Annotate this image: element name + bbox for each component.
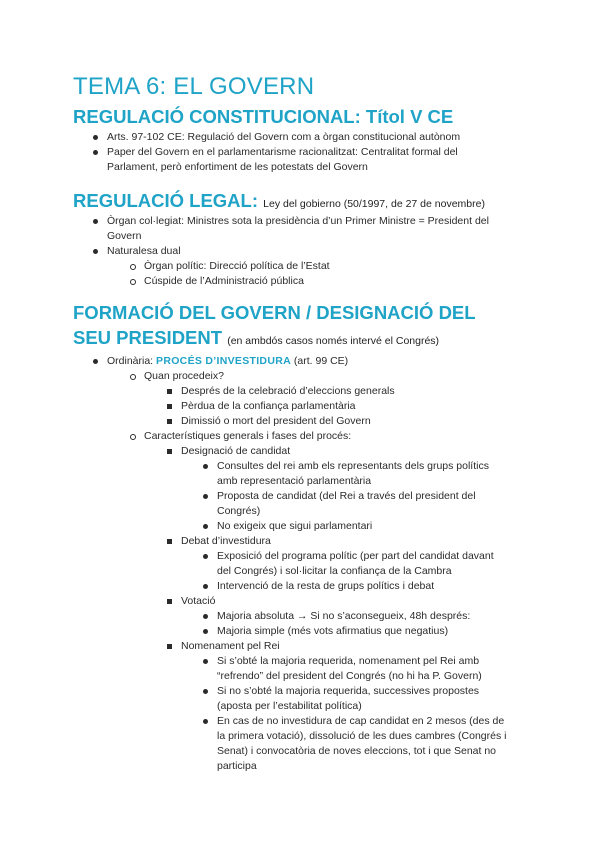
list-item-continuation: Parlament, però enfortiment de les potestats del Govern xyxy=(107,161,368,173)
list-item-continuation: amb representació parlamentària xyxy=(217,475,372,487)
bullet-dot-icon xyxy=(203,464,208,469)
section-heading-formation: FORMACIÓ DEL GOVERN / DESIGNACIÓ DEL xyxy=(73,302,476,323)
list-item: Si s’obté la majoria requerida, nomenament pel Rei amb xyxy=(217,655,480,667)
list-item: Arts. 97-102 CE: Regulació del Govern com a òrgan constitucional autònom xyxy=(107,131,461,143)
section-heading-formation-line2 xyxy=(73,327,439,349)
bullet-dot-icon xyxy=(93,150,98,155)
bullet-square-icon xyxy=(167,419,172,424)
bullet-dot-icon xyxy=(93,219,98,224)
list-item: Òrgan polític: Direcció política de l’Estat xyxy=(144,260,330,272)
bullet-circle-icon xyxy=(130,374,136,380)
list-item: Característiques generals i fases del procés: xyxy=(144,430,352,442)
list-item: Cúspide de l’Administració pública xyxy=(144,275,304,287)
bullet-dot-icon xyxy=(203,719,208,724)
bullet-square-icon xyxy=(167,599,172,604)
section-heading-text: REGULACIÓ LEGAL: xyxy=(73,190,258,211)
section-heading-text: SEU PRESIDENT xyxy=(73,327,223,348)
bullet-dot-icon xyxy=(93,135,98,140)
bullet-dot-icon xyxy=(93,249,98,254)
section-heading-note: Ley del gobierno (50/1997, de 27 de novembre) xyxy=(263,198,485,210)
list-item: Pèrdua de la confiança parlamentària xyxy=(181,400,356,412)
list-item: En cas de no investidura de cap candidat en 2 mesos (des de xyxy=(217,715,505,727)
list-item: Quan procedeix? xyxy=(144,370,224,382)
list-item: Paper del Govern en el parlamentarisme racionalitzat: Centralitat formal del xyxy=(107,146,458,158)
bullet-dot-icon xyxy=(203,584,208,589)
list-item: Naturalesa dual xyxy=(107,245,181,257)
section-heading-constitutional: REGULACIÓ CONSTITUCIONAL: Títol V CE xyxy=(73,106,454,127)
section-heading-legal xyxy=(73,190,485,212)
list-item: Proposta de candidat (del Rei a través del president del xyxy=(217,490,476,502)
page-title: TEMA 6: EL GOVERN xyxy=(73,73,315,100)
list-item-continuation: Congrés) xyxy=(217,505,261,517)
bullet-square-icon xyxy=(167,644,172,649)
bullet-dot-icon xyxy=(203,659,208,664)
list-item: Designació de candidat xyxy=(181,445,291,457)
list-item-continuation: la primera votació), dissolució de les dues cambres (Congrés i xyxy=(217,730,507,742)
list-item: No exigeix que sigui parlamentari xyxy=(217,520,373,532)
investidura-highlight: PROCÉS D’INVESTIDURA xyxy=(156,355,291,367)
list-item: Votació xyxy=(181,595,216,607)
bullet-dot-icon xyxy=(203,554,208,559)
bullet-dot-icon xyxy=(93,359,98,364)
list-item: Consultes del rei amb els representants dels grups polítics xyxy=(217,460,489,472)
ordinaria-label: Ordinària: xyxy=(107,355,154,367)
bullet-circle-icon xyxy=(130,264,136,270)
list-item-continuation: participa xyxy=(217,760,257,772)
list-item: Nomenament pel Rei xyxy=(181,640,280,652)
list-item: Majoria simple (més vots afirmatius que negatius) xyxy=(217,625,449,637)
list-item-continuation: “refrendo” del president del Congrés (no hi ha P. Govern) xyxy=(217,670,482,682)
bullet-square-icon xyxy=(167,389,172,394)
list-item: Òrgan col·legiat: Ministres sota la presidència d’un Primer Ministre = President del xyxy=(107,215,489,227)
list-item-continuation: Govern xyxy=(107,230,142,242)
list-item: Dimissió o mort del president del Govern xyxy=(181,415,371,427)
list-item-continuation: Senat) i convocatòria de noves eleccions, tot i que Senat no xyxy=(217,745,497,757)
list-item: Exposició del programa polític (per part del candidat davant xyxy=(217,550,494,562)
bullet-circle-icon xyxy=(130,434,136,440)
bullet-dot-icon xyxy=(203,689,208,694)
list-item: Debat d’investidura xyxy=(181,535,271,547)
bullet-dot-icon xyxy=(203,524,208,529)
list-item-continuation: (aposta per l’estabilitat política) xyxy=(217,700,362,712)
bullet-dot-icon xyxy=(203,494,208,499)
list-item: Intervenció de la resta de grups polítics i debat xyxy=(217,580,435,592)
list-item-continuation: del Congrés) i sol·licitar la confiança de la Cambra xyxy=(217,565,452,577)
list-item: Després de la celebració d’eleccions generals xyxy=(181,385,395,397)
list-item: Si no s’obté la majoria requerida, successives propostes xyxy=(217,685,480,697)
bullet-circle-icon xyxy=(130,279,136,285)
section-heading-note: (en ambdós casos només intervé el Congrés) xyxy=(227,335,440,347)
bullet-dot-icon xyxy=(203,629,208,634)
article-reference: (art. 99 CE) xyxy=(293,355,349,367)
list-item: Majoria absoluta → Si no s’aconsegueix, 48h després: xyxy=(217,610,471,622)
list-item-ordinaria xyxy=(107,354,348,369)
bullet-square-icon xyxy=(167,449,172,454)
bullet-square-icon xyxy=(167,539,172,544)
bullet-dot-icon xyxy=(203,614,208,619)
bullet-square-icon xyxy=(167,404,172,409)
